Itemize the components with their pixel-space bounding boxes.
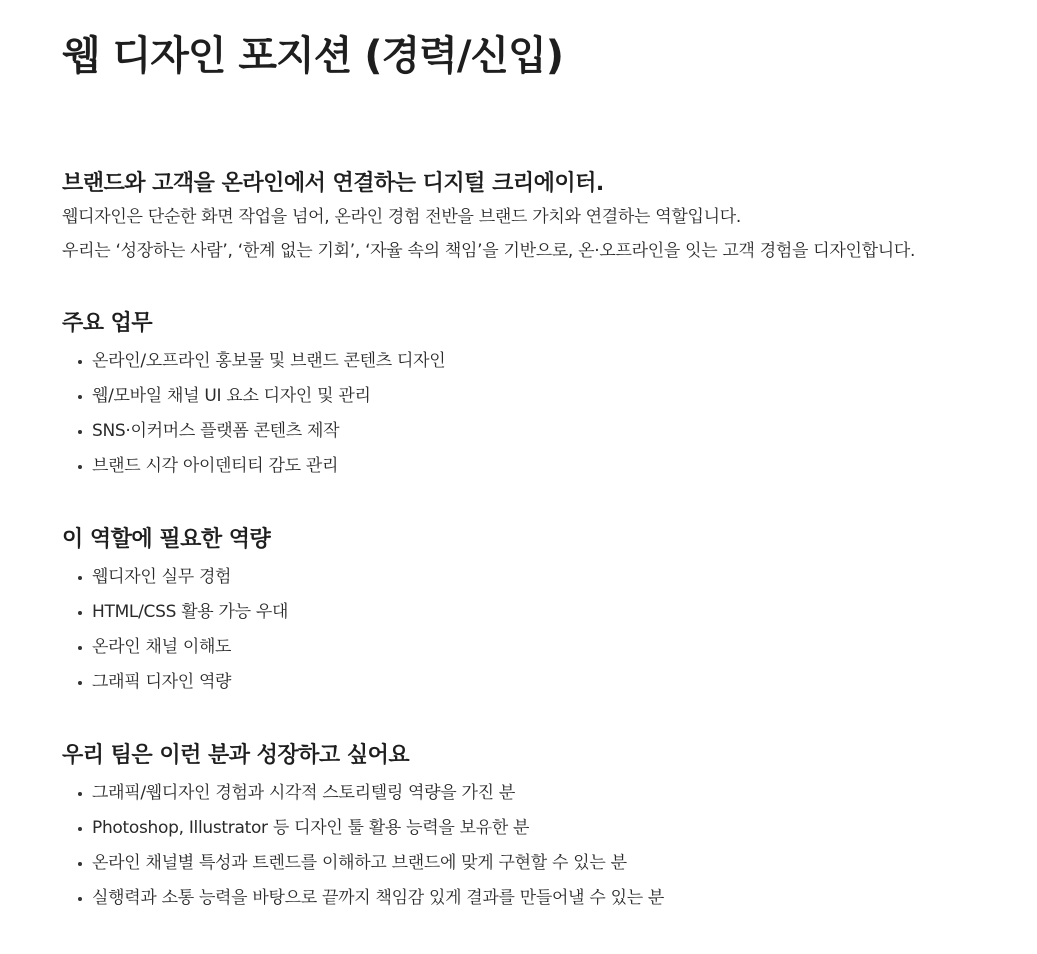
list-item <box>62 846 1037 881</box>
list-item-text: Photoshop, Illustrator 등 디자인 툴 활용 능력을 보유한 분 <box>92 818 530 838</box>
intro-line: 웹디자인은 단순한 화면 작업을 넘어, 온라인 경험 전반을 브랜드 가치와 연결하는 역할입니다. <box>62 207 741 227</box>
list-item-text: 실행력과 소통 능력을 바탕으로 끝까지 책임감 있게 결과를 만들어낼 수 있는 분 <box>92 888 665 908</box>
list-item-text: 그래픽 디자인 역량 <box>92 672 232 692</box>
skills-list <box>62 560 1037 700</box>
list-item-text: HTML/CSS 활용 가능 우대 <box>92 602 289 622</box>
section-required-skills <box>62 524 1037 700</box>
bullet-icon <box>78 465 82 469</box>
list-item-text: SNS·이커머스 플랫폼 콘텐츠 제작 <box>92 421 340 441</box>
bullet-icon <box>78 827 82 831</box>
list-item <box>62 344 1037 379</box>
bullet-icon <box>78 395 82 399</box>
list-item <box>62 379 1037 414</box>
section-heading: 이 역할에 필요한 역량 <box>62 527 271 552</box>
bullet-icon <box>78 792 82 796</box>
bullet-icon <box>78 611 82 615</box>
bullet-icon <box>78 430 82 434</box>
bullet-icon <box>78 862 82 866</box>
bullet-icon <box>78 360 82 364</box>
list-item <box>62 811 1037 846</box>
list-item-text: 온라인 채널별 특성과 트렌드를 이해하고 브랜드에 맞게 구현할 수 있는 분 <box>92 853 627 873</box>
bullet-icon <box>78 646 82 650</box>
list-item-text: 그래픽/웹디자인 경험과 시각적 스토리텔링 역량을 가진 분 <box>92 783 515 803</box>
list-item <box>62 630 1037 665</box>
list-item <box>62 449 1037 484</box>
duties-list <box>62 344 1037 484</box>
page-title: 웹 디자인 포지션 (경력/신입) <box>62 33 563 79</box>
list-item <box>62 776 1037 811</box>
list-item-text: 웹/모바일 채널 UI 요소 디자인 및 관리 <box>92 386 371 406</box>
list-item <box>62 595 1037 630</box>
intro-heading: 브랜드와 고객을 온라인에서 연결하는 디지털 크리에이터. <box>62 171 604 196</box>
bullet-icon <box>78 681 82 685</box>
intro-section <box>62 168 1037 268</box>
bullet-icon <box>78 576 82 580</box>
section-main-duties <box>62 308 1037 484</box>
list-item <box>62 665 1037 700</box>
list-item-text: 온라인/오프라인 홍보물 및 브랜드 콘텐츠 디자인 <box>92 351 446 371</box>
section-heading: 주요 업무 <box>62 311 153 336</box>
list-item-text: 온라인 채널 이해도 <box>92 637 232 657</box>
candidate-list <box>62 776 1037 916</box>
list-item <box>62 560 1037 595</box>
bullet-icon <box>78 897 82 901</box>
list-item-text: 웹디자인 실무 경험 <box>92 567 232 587</box>
list-item-text: 브랜드 시각 아이덴티티 감도 관리 <box>92 456 339 476</box>
intro-line: 우리는 ‘성장하는 사람’, ‘한계 없는 기회’, ‘자율 속의 책임’을 기반으로, 온·오프라인을 잇는 고객 경험을 디자인합니다. <box>62 241 916 261</box>
list-item <box>62 414 1037 449</box>
section-heading: 우리 팀은 이런 분과 성장하고 싶어요 <box>62 743 410 768</box>
section-ideal-candidate <box>62 740 1037 916</box>
list-item <box>62 881 1037 916</box>
